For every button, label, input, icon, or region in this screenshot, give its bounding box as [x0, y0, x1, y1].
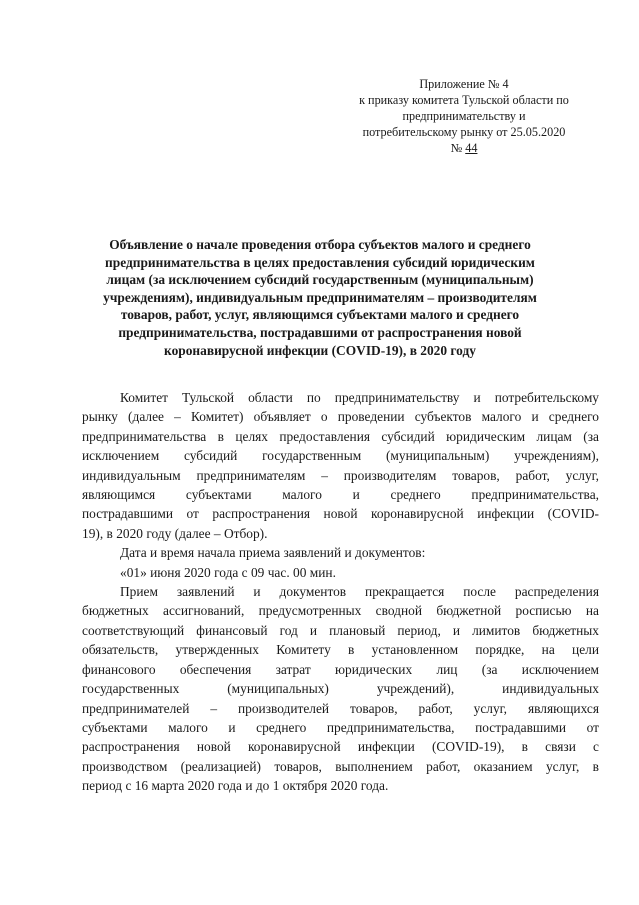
order-number [340, 140, 588, 156]
order-number-prefix: № [450, 141, 463, 155]
paragraph-termination [82, 582, 599, 795]
title-line: предпринимательства в целях предоставления субсидий юридическим [105, 254, 535, 270]
paragraph-announcement [82, 388, 599, 543]
text-line: исключением субсидий государственным (муниципальным) учреждениям), [82, 448, 599, 464]
text-line: 19), в 2020 году (далее – Отбор). [82, 525, 268, 541]
text-line: соответствующий финансовый год и плановый период, и лимитов бюджетных [82, 622, 599, 638]
text-line: бюджетных ассигнований, предусмотренных сводной бюджетной росписью на [82, 603, 599, 619]
text-line: рынку (далее – Комитет) объявляет о проведении субъектов малого и среднего [82, 409, 599, 425]
text-line: Дата и время начала приема заявлений и документов: [120, 545, 426, 561]
text-line: период с 16 марта 2020 года и до 1 октября 2020 года. [82, 778, 389, 794]
title-line: Объявление о начале проведения отбора субъектов малого и среднего [109, 237, 531, 252]
text-line: пострадавшими от распространения новой коронавирусной инфекции (COVID- [82, 506, 599, 522]
title-line: коронавирусной инфекции (COVID-19), в 2020 году [164, 342, 476, 358]
title-line: товаров, работ, услуг, являющимся субъектами малого и среднего [120, 307, 520, 323]
appendix-line: Приложение № 4 [419, 77, 509, 91]
text-line: производством (реализацией) товаров, выполнением работ, оказанием услуг, в [82, 758, 599, 774]
paragraph-start-date-label [82, 543, 599, 562]
appendix-block [340, 76, 588, 156]
text-line: Комитет Тульской области по предпринимательству и потребительскому [120, 390, 599, 405]
title-line: учреждениям), индивидуальным предпринимателям – производителям [103, 289, 537, 305]
document-body [82, 388, 599, 796]
appendix-line: потребительскому рынку от 25.05.2020 [362, 125, 566, 139]
text-line: «01» июня 2020 года с 09 час. 00 мин. [120, 564, 336, 580]
document-title [70, 236, 570, 359]
text-line: индивидуальным предпринимателям – производителям товаров, работ, услуг, [82, 467, 599, 483]
text-line: государственных (муниципальных) учреждений), индивидуальных [82, 681, 599, 697]
paragraph-start-date-value [82, 563, 599, 582]
text-line: субъектами малого и среднего предпринимательства, пострадавшими от [82, 719, 599, 735]
text-line: распространения новой коронавирусной инфекции (COVID-19), в связи с [82, 739, 599, 755]
text-line: предпринимателей – производителей товаров, работ, услуг, являющихся [82, 700, 599, 716]
appendix-line: к приказу комитета Тульской области по [359, 93, 569, 107]
title-line: лицам (за исключением субсидий государственным (муниципальным) [106, 272, 534, 288]
text-line: Прием заявлений и документов прекращается после распределения [120, 584, 599, 600]
title-line: предпринимательства, пострадавшими от распространения новой [118, 324, 522, 340]
appendix-line: предпринимательству и [402, 109, 526, 123]
text-line: финансового обеспечения затрат юридических лиц (за исключением [82, 661, 599, 677]
text-line: обязательств, утвержденных Комитету в установленном порядке, на цели [82, 642, 599, 658]
text-line: являющимся субъектами малого и среднего предпринимательства, [82, 487, 599, 503]
order-number-value: 44 [465, 141, 478, 155]
text-line: предпринимательства в целях предоставления субсидий юридическим лицам (за [82, 428, 599, 444]
